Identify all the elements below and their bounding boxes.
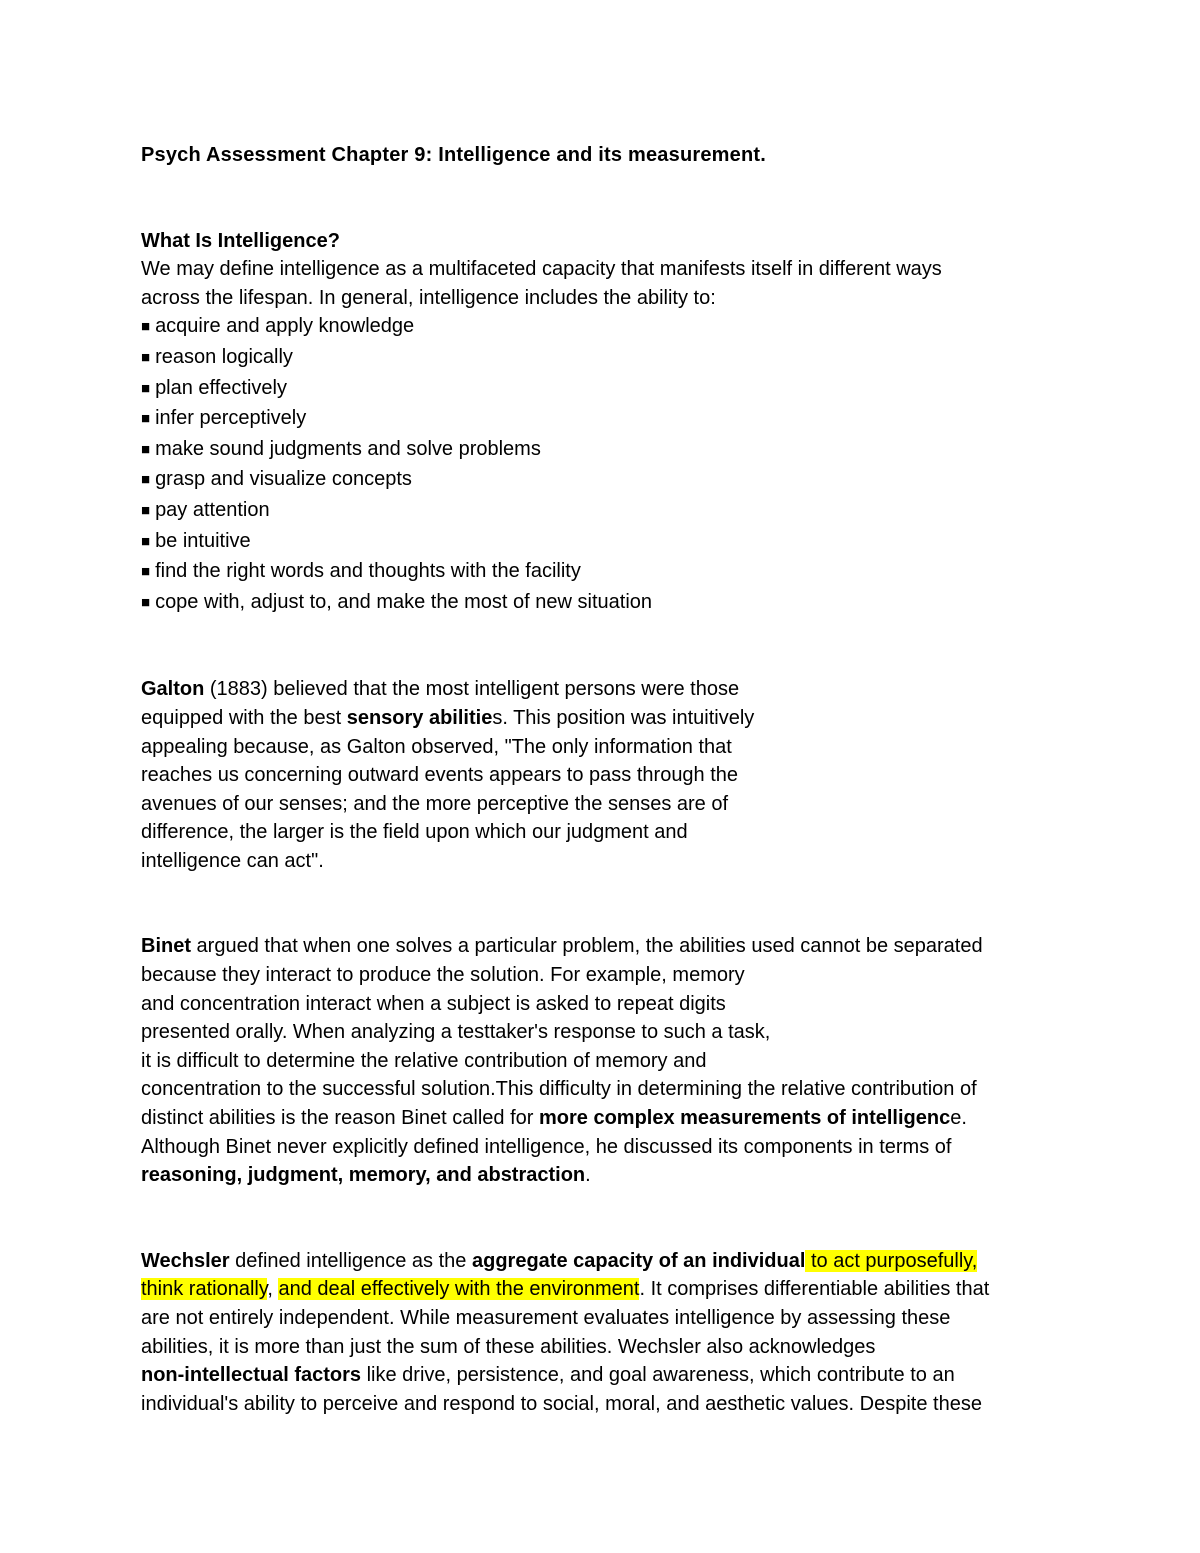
wechsler-line-5 — [141, 1361, 1071, 1390]
paragraph-binet — [141, 932, 1071, 1189]
highlighted-text: and deal effectively with the environment — [278, 1278, 640, 1301]
binet-line-8: Although Binet never explicitly defined intelligence, he discussed its components in terms of — [141, 1135, 952, 1158]
highlighted-text: to act purposefully, — [805, 1249, 978, 1272]
galton-line-4: reaches us concerning outward events appears to pass through the — [141, 764, 739, 787]
spacer — [141, 618, 1071, 675]
binet-line-6: concentration to the successful solution.This difficulty in determining the relative contribution of — [141, 1078, 977, 1101]
wechsler-line-6: individual's ability to perceive and respond to social, moral, and aesthetic values. Despite these — [141, 1392, 982, 1415]
paragraph-wechsler — [141, 1247, 1071, 1419]
galton-line-5: avenues of our senses; and the more perceptive the senses are of — [141, 792, 729, 815]
wechsler-line-1 — [141, 1247, 1071, 1276]
intro-line-1: We may define intelligence as a multifaceted capacity that manifests itself in different ways — [141, 258, 942, 281]
galton-name: Galton — [141, 678, 205, 701]
list-item: ■ grasp and visualize concepts — [141, 465, 1071, 496]
bold-term: more complex measurements of intelligenc — [538, 1107, 951, 1130]
list-item: ■ make sound judgments and solve problems — [141, 435, 1071, 466]
text-run: defined intelligence as the — [229, 1249, 472, 1272]
list-item: ■ infer perceptively — [141, 404, 1071, 435]
wechsler-line-4: abilities, it is more than just the sum of these abilities. Wechsler also acknowledges — [141, 1335, 876, 1358]
text-run: , — [267, 1278, 279, 1301]
bold-term: sensory abilitie — [346, 706, 493, 729]
text-run: like drive, persistence, and goal awareness, which contribute to an — [361, 1364, 955, 1387]
galton-line-2 — [141, 704, 1071, 733]
list-item: ■ plan effectively — [141, 374, 1071, 405]
document-body — [141, 141, 1071, 1418]
list-item: ■ reason logically — [141, 343, 1071, 374]
binet-name: Binet — [141, 935, 191, 958]
galton-line-3: appealing because, as Galton observed, "The only information that — [141, 735, 732, 758]
spacer — [141, 875, 1071, 932]
wechsler-line-2 — [141, 1275, 1071, 1304]
text-run: argued that when one solves a particular problem, the abilities used cannot be separated — [191, 935, 983, 958]
list-item: ■ find the right words and thoughts with the facility — [141, 557, 1071, 588]
ability-list — [141, 312, 1071, 618]
list-item: ■ pay attention — [141, 496, 1071, 527]
list-item: ■ cope with, adjust to, and make the most of new situation — [141, 588, 1071, 619]
binet-line-4: presented orally. When analyzing a testtaker's response to such a task, — [141, 1021, 771, 1044]
wechsler-name: Wechsler — [141, 1249, 230, 1272]
binet-line-3: and concentration interact when a subject is asked to repeat digits — [141, 992, 726, 1015]
binet-line-2: because they interact to produce the solution. For example, memory — [141, 964, 745, 987]
list-item: ■ be intuitive — [141, 527, 1071, 558]
spacer — [141, 1190, 1071, 1247]
highlighted-text: think rationally — [141, 1278, 268, 1301]
text-run: . It comprises differentiable abilities that — [639, 1278, 990, 1301]
binet-line-5: it is difficult to determine the relative contribution of memory and — [141, 1049, 707, 1072]
text-run: e. — [950, 1107, 967, 1130]
paragraph-galton — [141, 675, 1071, 875]
bold-term: aggregate capacity of an individual — [471, 1249, 806, 1272]
binet-line-7 — [141, 1104, 1071, 1133]
text-run: distinct abilities is the reason Binet called for — [141, 1107, 539, 1130]
bold-term: reasoning, judgment, memory, and abstraction — [141, 1164, 586, 1187]
section-heading: What Is Intelligence? — [141, 229, 340, 252]
document-title: Psych Assessment Chapter 9: Intelligence and its measurement. — [141, 144, 767, 166]
spacer — [141, 170, 1071, 227]
galton-line-1 — [141, 675, 1071, 704]
text-run: (1883) believed that the most intelligent persons were those — [204, 678, 740, 701]
text-run: s. This position was intuitively — [492, 706, 755, 729]
galton-line-7: intelligence can act". — [141, 849, 324, 872]
binet-line-9 — [141, 1161, 1071, 1190]
binet-line-1 — [141, 932, 1071, 961]
wechsler-line-3: are not entirely independent. While measurement evaluates intelligence by assessing these — [141, 1307, 951, 1329]
section-what-is-intelligence — [141, 227, 1071, 619]
text-run: . — [585, 1164, 591, 1187]
bold-term: non-intellectual factors — [141, 1364, 362, 1387]
text-run: equipped with the best — [141, 706, 347, 729]
intro-line-2: across the lifespan. In general, intelligence includes the ability to: — [141, 286, 716, 309]
galton-line-6: difference, the larger is the field upon which our judgment and — [141, 821, 688, 844]
list-item: ■ acquire and apply knowledge — [141, 312, 1071, 343]
